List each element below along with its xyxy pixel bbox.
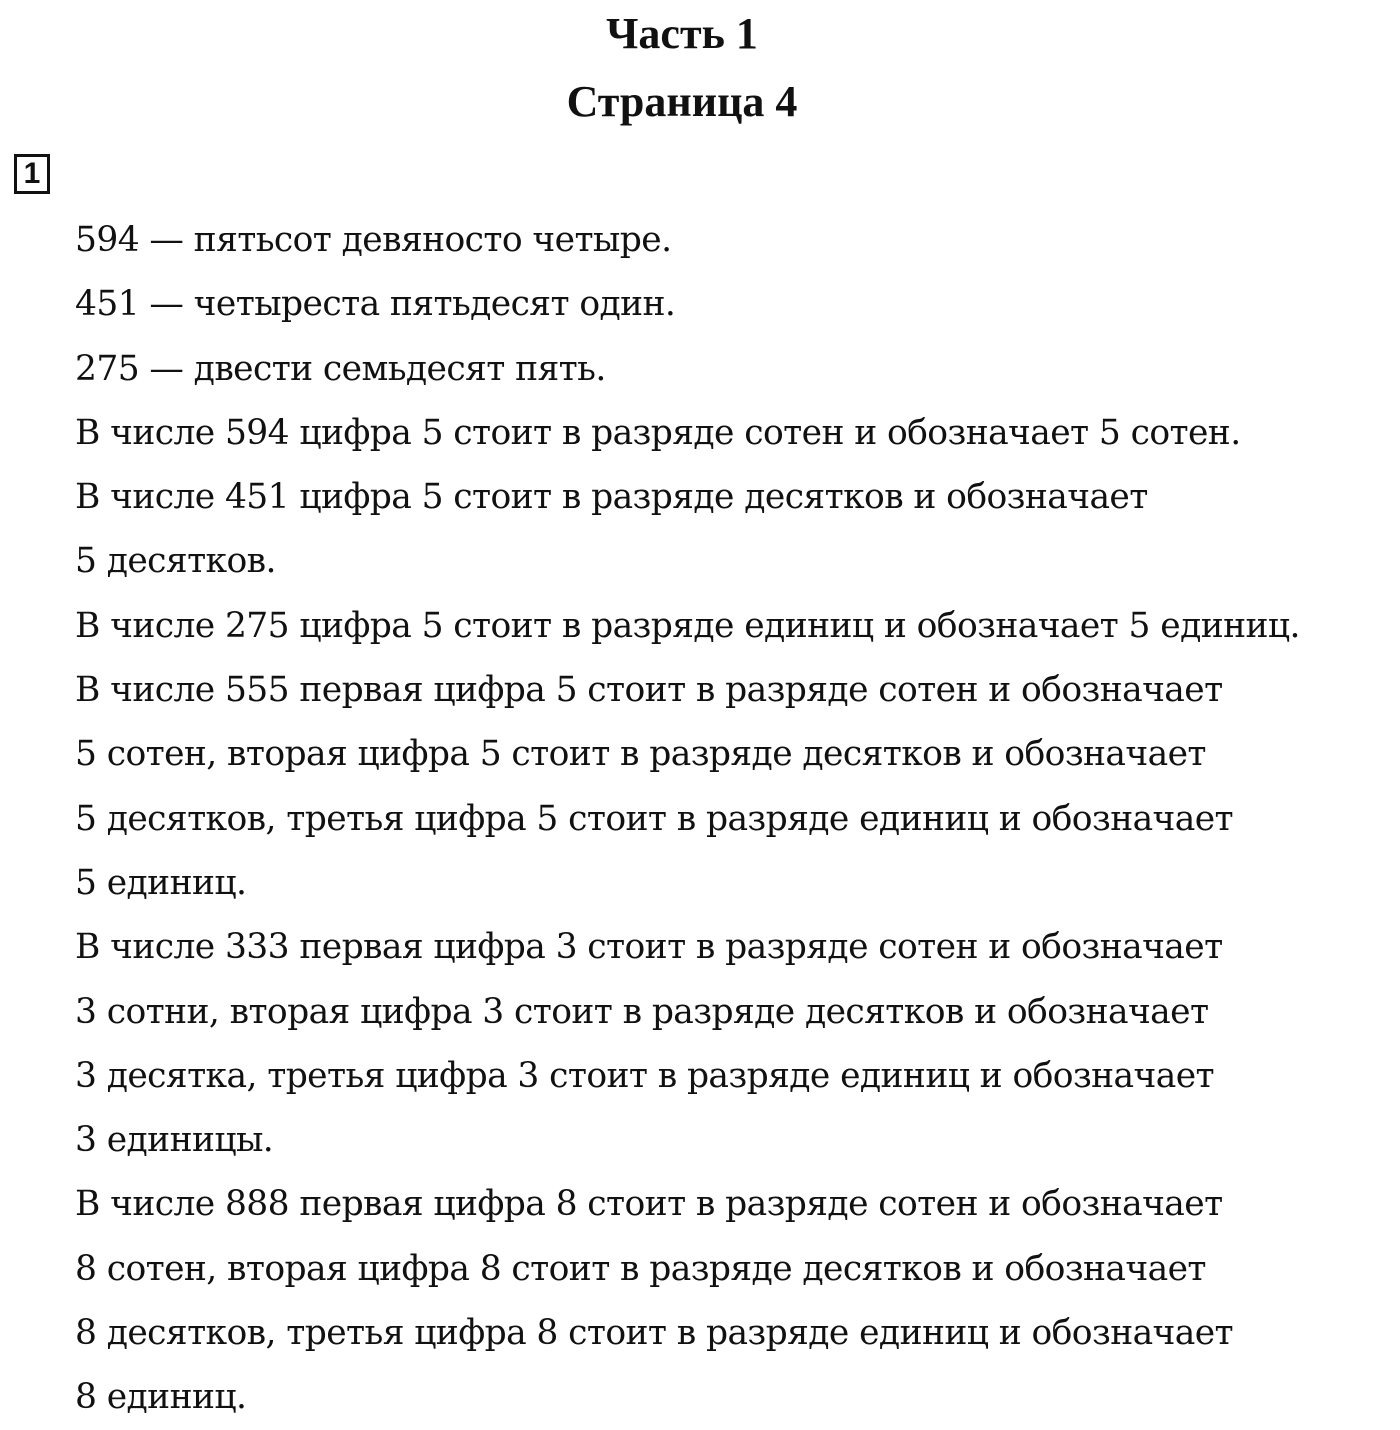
text-line: 8 десятков, третья цифра 8 стоит в разряде единиц и обозначает <box>75 1313 1234 1354</box>
text-line: 275 — двести семьдесят пять. <box>75 348 606 389</box>
part-title: Часть 1 <box>606 9 758 58</box>
text-line: 3 единицы. <box>75 1120 274 1161</box>
text-line: 3 десятка, третья цифра 3 стоит в разряде единиц и обозначает <box>75 1055 1215 1096</box>
text-line: В числе 333 первая цифра 3 стоит в разряде сотен и обозначает <box>75 927 1223 968</box>
text-line: В числе 451 цифра 5 стоит в разряде десятков и обозначает <box>75 477 1148 518</box>
text-line: 594 — пятьсот девяносто четыре. <box>75 220 672 260</box>
text-line: 5 единиц. <box>75 862 247 903</box>
text-line: 3 сотни, вторая цифра 3 стоит в разряде десятков и обозначает <box>75 991 1209 1032</box>
answer-text <box>75 208 1300 1430</box>
text-line: В числе 275 цифра 5 стоит в разряде единиц и обозначает 5 единиц. <box>75 605 1300 646</box>
task-number-box: 1 <box>14 154 50 194</box>
text-line: 451 — четыреста пятьдесят один. <box>75 284 676 325</box>
text-line: 8 единиц. <box>75 1377 247 1418</box>
page-title: Страница 4 <box>566 77 798 126</box>
text-line: 5 десятков. <box>75 541 276 582</box>
text-line: В числе 888 первая цифра 8 стоит в разряде сотен и обозначает <box>75 1184 1223 1225</box>
text-line: 5 десятков, третья цифра 5 стоит в разряде единиц и обозначает <box>75 798 1234 839</box>
text-line: В числе 594 цифра 5 стоит в разряде сотен и обозначает 5 сотен. <box>75 412 1241 453</box>
text-line: В числе 555 первая цифра 5 стоит в разряде сотен и обозначает <box>75 670 1223 711</box>
text-line: 8 сотен, вторая цифра 8 стоит в разряде десятков и обозначает <box>75 1248 1206 1289</box>
text-line: 5 сотен, вторая цифра 5 стоит в разряде десятков и обозначает <box>75 734 1206 775</box>
